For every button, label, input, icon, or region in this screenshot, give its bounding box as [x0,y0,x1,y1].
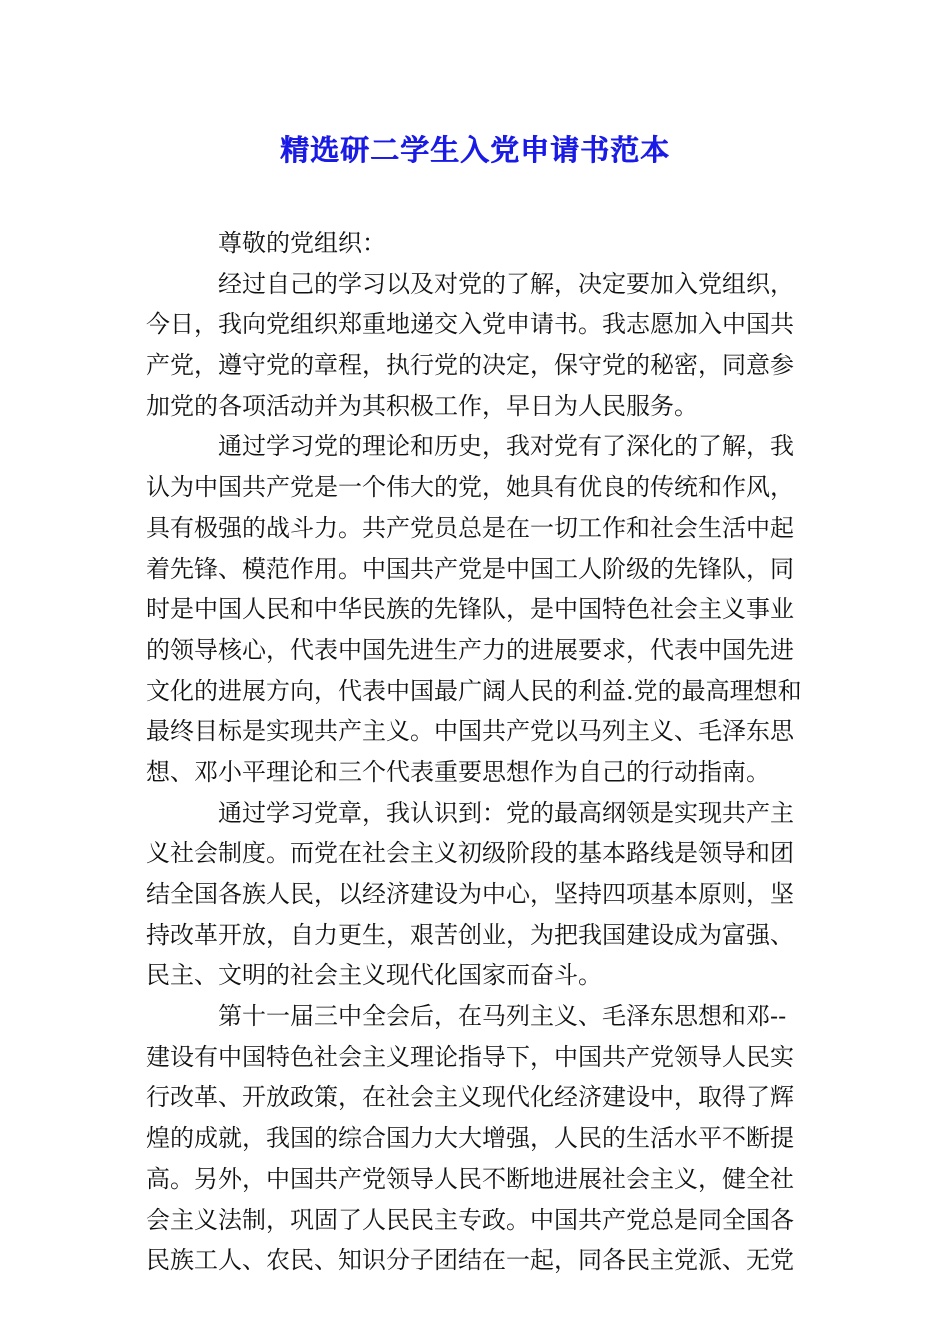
body-text-line: 民主、文明的社会主义现代化国家而奋斗。 [146,961,602,990]
body-text-line: 第十一届三中全会后，在马列主义、毛泽东思想和邓-- [218,1002,787,1031]
body-text-line: 加党的各项活动并为其积极工作，早日为人民服务。 [146,391,698,420]
body-text-line: 最终目标是实现共产主义。中国共产党以马列主义、毛泽东思 [146,717,794,746]
body-text-line: 文化的进展方向，代表中国最广阔人民的利益.党的最高理想和 [146,676,802,705]
body-text-line: 通过学习党的理论和历史，我对党有了深化的了解，我 [218,432,794,461]
document-title: 精选研二学生入党申请书范本 [279,133,670,167]
body-text-line: 认为中国共产党是一个伟大的党，她具有优良的传统和作风， [146,473,794,502]
body-text-line: 着先锋、模范作用。中国共产党是中国工人阶级的先锋队，同 [146,554,794,583]
body-text-line: 想、邓小平理论和三个代表重要思想作为自己的行动指南。 [146,757,770,786]
body-text-line: 经过自己的学习以及对党的了解，决定要加入党组织， [218,269,794,298]
body-text-line: 产党，遵守党的章程，执行党的决定，保守党的秘密，同意参 [146,351,794,380]
body-text-line: 今日，我向党组织郑重地递交入党申请书。我志愿加入中国共 [146,310,794,339]
body-text-line: 义社会制度。而党在社会主义初级阶段的基本路线是领导和团 [146,839,794,868]
document-body [146,223,806,1281]
body-text-line: 结全国各族人民，以经济建设为中心，坚持四项基本原则，坚 [146,880,794,908]
body-text-line: 尊敬的党组织： [218,229,386,257]
body-text-line: 民族工人、农民、知识分子团结在一起，同各民主党派、无党 [146,1246,794,1275]
body-text-line: 会主义法制，巩固了人民民主专政。中国共产党总是同全国各 [146,1205,794,1234]
body-text-line: 煌的成就，我国的综合国力大大增强，人民的生活水平不断提 [146,1124,794,1153]
body-text-line: 通过学习党章，我认识到：党的最高纲领是实现共产主 [218,798,794,827]
body-text-line: 行改革、开放政策，在社会主义现代化经济建设中，取得了辉 [146,1083,794,1112]
body-text-line: 持改革开放，自力更生，艰苦创业，为把我国建设成为富强、 [146,920,794,949]
body-text-line: 建设有中国特色社会主义理论指导下，中国共产党领导人民实 [146,1042,794,1071]
body-text-line: 具有极强的战斗力。共产党员总是在一切工作和社会生活中起 [146,513,794,542]
body-text-line: 时是中国人民和中华民族的先锋队，是中国特色社会主义事业 [146,595,794,624]
body-text-line: 高。另外，中国共产党领导人民不断地进展社会主义，健全社 [146,1164,794,1193]
body-text-line: 的领导核心，代表中国先进生产力的进展要求，代表中国先进 [146,635,794,664]
